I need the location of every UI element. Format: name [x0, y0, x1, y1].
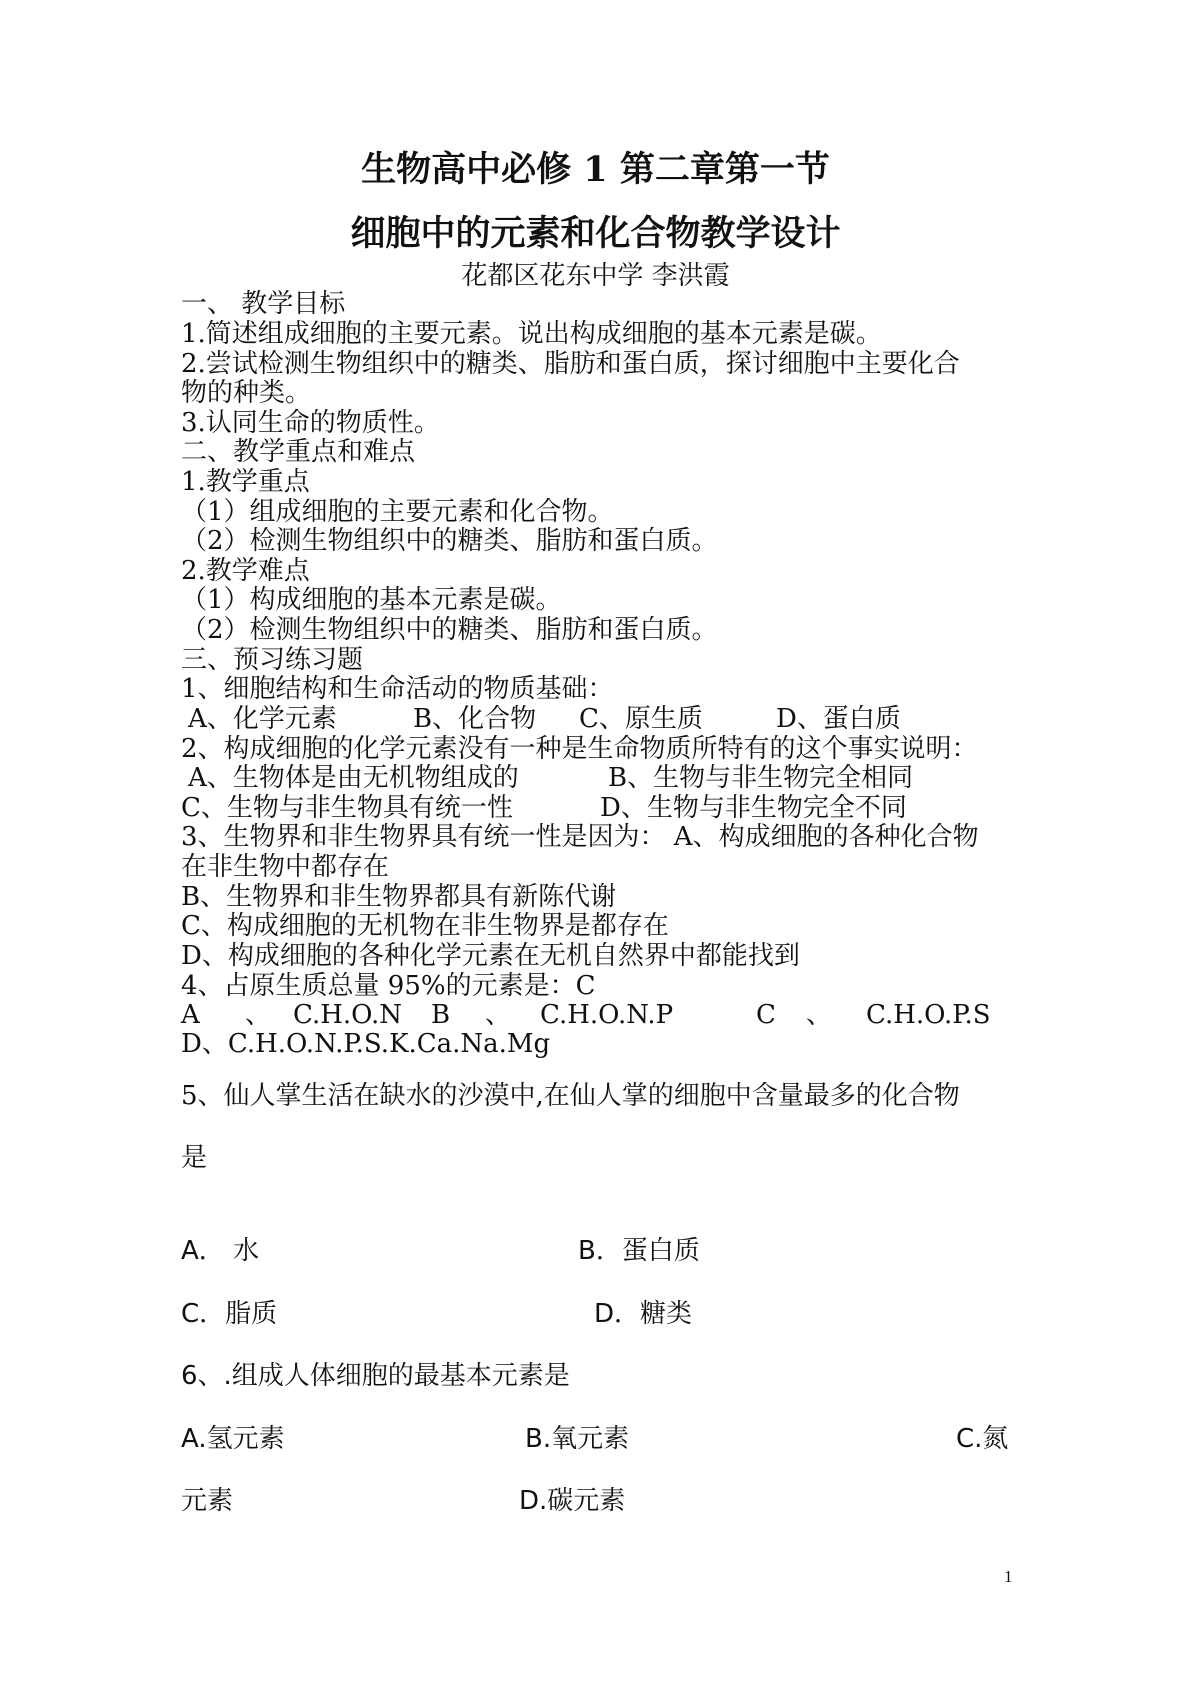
question-2-stem: 2、构成细胞的化学元素没有一种是生命物质所特有的这个事实说明：	[181, 734, 978, 764]
question-3-option-c: C、构成细胞的无机物在非生物界是都存在	[181, 911, 669, 941]
question-6-option-b: B.氧元素	[525, 1424, 630, 1454]
question-1-option-d: D、蛋白质	[776, 704, 901, 734]
page-number: 1	[1004, 1567, 1013, 1586]
question-5-option-d: D．糖类	[594, 1299, 693, 1329]
question-3-stem-line-2: 在非生物中都存在	[181, 852, 390, 882]
question-2-option-a: A、生物体是由无机物组成的	[188, 763, 519, 793]
objective-3: 3.认同生命的物质性。	[181, 408, 440, 438]
author-line: 花都区花东中学 李洪霞	[461, 261, 730, 291]
key-point-2: （2）检测生物组织中的糖类、脂肪和蛋白质。	[181, 526, 718, 556]
question-3-stem-line-1: 3、生物界和非生物界具有统一性是因为： A、构成细胞的各种化合物	[181, 822, 979, 852]
key-points-subheading: 1.教学重点	[181, 467, 310, 497]
difficulty-1: （1）构成细胞的基本元素是碳。	[181, 585, 562, 615]
question-6-stem: 6、.组成人体细胞的最基本元素是	[181, 1361, 570, 1391]
question-5-stem-line-1: 5、仙人掌生活在缺水的沙漠中,在仙人掌的细胞中含量最多的化合物	[181, 1081, 960, 1111]
question-5-option-a: A． 水	[181, 1236, 260, 1266]
question-4-option-a-letter: A	[181, 1000, 200, 1030]
question-4-option-a-sep: 、	[245, 1000, 272, 1030]
difficulty-2: （2）检测生物组织中的糖类、脂肪和蛋白质。	[181, 615, 718, 645]
section-heading-exercises: 三、预习练习题	[181, 645, 364, 675]
question-1-option-c: C、原生质	[579, 704, 703, 734]
question-4-option-b-letter: B	[431, 1000, 451, 1030]
question-3-option-d: D、构成细胞的各种化学元素在无机自然界中都能找到	[181, 941, 800, 971]
question-1-stem: 1、细胞结构和生命活动的物质基础：	[181, 674, 614, 704]
difficulties-subheading: 2.教学难点	[181, 556, 310, 586]
question-5-option-c: C．脂质	[181, 1299, 278, 1329]
question-4-option-c-letter: C	[756, 1000, 776, 1030]
question-6-option-d: D.碳元素	[519, 1486, 626, 1516]
title-line-1: 生物高中必修 1 第二章第一节	[361, 149, 830, 190]
section-heading-key-points: 二、教学重点和难点	[181, 437, 416, 467]
question-2-option-c: C、生物与非生物具有统一性	[181, 793, 513, 823]
question-4-option-b-text: C.H.O.N.P	[540, 1000, 674, 1030]
question-4-stem: 4、占原生质总量 95%的元素是：C	[181, 971, 596, 1001]
question-4-option-b-sep: 、	[485, 1000, 512, 1030]
question-1-option-b: B、化合物	[413, 704, 537, 734]
question-5-option-b: B．蛋白质	[578, 1236, 700, 1266]
question-4-option-d: D、C.H.O.N.P.S.K.Ca.Na.Mg	[181, 1029, 551, 1059]
question-4-option-c-text: C.H.O.P.S	[866, 1000, 991, 1030]
question-6-option-a: A.氢元素	[181, 1424, 285, 1454]
objective-1: 1.简述组成细胞的主要元素。说出构成细胞的基本元素是碳。	[181, 319, 882, 349]
question-2-option-d: D、生物与非生物完全不同	[600, 793, 907, 823]
section-heading-objectives: 一、 教学目标	[181, 289, 346, 319]
question-3-option-b: B、生物界和非生物界都具有新陈代谢	[181, 882, 617, 912]
question-6-option-c: C.氮	[956, 1424, 1009, 1454]
key-point-1: （1）组成细胞的主要元素和化合物。	[181, 497, 614, 527]
objective-2-line-1: 2.尝试检测生物组织中的糖类、脂肪和蛋白质，探讨细胞中主要化合	[181, 349, 960, 379]
question-6-option-c-continued: 元素	[181, 1486, 234, 1516]
question-5-stem-line-2: 是	[181, 1143, 208, 1173]
objective-2-line-2: 物的种类。	[181, 378, 312, 408]
question-4-option-c-sep: 、	[806, 1000, 833, 1030]
title-line-2: 细胞中的元素和化合物教学设计	[350, 213, 841, 254]
question-2-option-b: B、生物与非生物完全相同	[608, 763, 914, 793]
question-1-option-a: A、化学元素	[188, 704, 337, 734]
question-4-option-a-text: C.H.O.N	[293, 1000, 402, 1030]
